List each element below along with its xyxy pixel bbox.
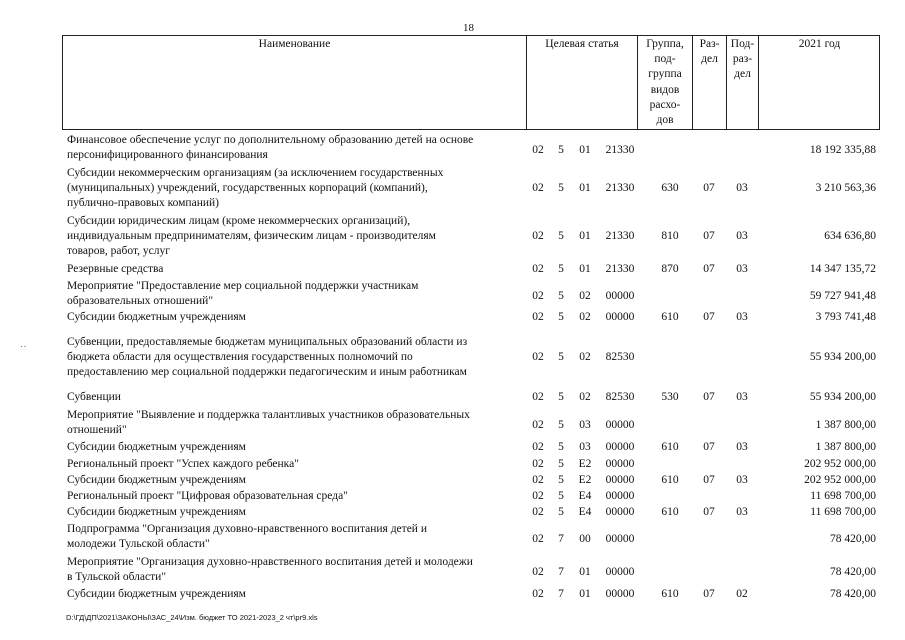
cell-name-line: Субвенции [67, 391, 121, 403]
cell-name-line: (муниципальных) учреждений, государственных корпораций (компаний), [67, 182, 428, 194]
cell-amount: 14 347 135,72 [809, 263, 876, 275]
cell-name [67, 457, 525, 472]
cell-name [67, 262, 525, 277]
cell-event: 02 [579, 391, 591, 403]
cell-event: 01 [579, 144, 591, 156]
cell-subsection: 03 [736, 441, 748, 453]
table-row [0, 390, 905, 405]
cell-event: 01 [579, 230, 591, 242]
cell-subprogram: 5 [558, 311, 564, 323]
cell-name-line: Региональный проект "Цифровая образовательная среда" [67, 490, 348, 502]
header-target-article: Целевая статья [545, 38, 619, 50]
cell-program: 02 [532, 566, 544, 578]
header-line: дов [656, 114, 674, 127]
cell-name-line: Мероприятие "Организация духовно-нравственного воспитания детей и молодежи [67, 556, 473, 568]
cell-name [67, 408, 525, 438]
page-number: 18 [463, 22, 474, 34]
cell-expense-group: 810 [661, 230, 679, 242]
cell-expense-group: 870 [661, 263, 679, 275]
cell-program: 02 [532, 391, 544, 403]
cell-direction: 21330 [605, 144, 635, 156]
cell-direction: 00000 [605, 474, 635, 486]
cell-subprogram: 7 [558, 566, 564, 578]
cell-direction: 82530 [605, 351, 635, 363]
cell-name-line: Региональный проект "Успех каждого ребенка" [67, 458, 299, 470]
cell-subprogram: 5 [558, 458, 564, 470]
cell-direction: 21330 [605, 263, 635, 275]
cell-name-line: Субсидии бюджетным учреждениям [67, 588, 246, 600]
file-path-footer: D:\ГД\ДП\2021\ЗАКОНЫ\ЗАС_24\Изм. бюджет ТО 2021-2023_2 чт\pr9.xls [66, 613, 318, 622]
cell-expense-group: 610 [661, 441, 679, 453]
cell-amount: 202 952 000,00 [804, 474, 876, 486]
cell-direction: 00000 [605, 588, 635, 600]
cell-amount: 11 698 700,00 [810, 506, 876, 518]
cell-name-line: образовательных отношений" [67, 295, 214, 307]
cell-name-line: Субсидии бюджетным учреждениям [67, 474, 246, 486]
header-expense-group [638, 37, 692, 128]
cell-section: 07 [703, 391, 715, 403]
cell-subprogram: 7 [558, 533, 564, 545]
cell-name-line: индивидуальным предпринимателям, физическим лицам - производителям [67, 230, 436, 242]
cell-amount: 202 952 000,00 [804, 458, 876, 470]
cell-name-line: Субсидии бюджетным учреждениям [67, 311, 246, 323]
cell-event: 03 [579, 419, 591, 431]
cell-section: 07 [703, 474, 715, 486]
cell-direction: 00000 [605, 419, 635, 431]
cell-name [67, 279, 525, 309]
table-row [0, 489, 905, 504]
cell-event: 03 [579, 441, 591, 453]
cell-section: 07 [703, 263, 715, 275]
cell-amount: 1 387 800,00 [815, 441, 876, 453]
cell-expense-group: 610 [661, 588, 679, 600]
cell-name-line: Финансовое обеспечение услуг по дополнительному образованию детей на основе [67, 134, 474, 146]
cell-section: 07 [703, 230, 715, 242]
cell-name-line: Субвенции, предоставляемые бюджетам муниципальных образований области из [67, 336, 468, 348]
cell-event: 01 [579, 263, 591, 275]
cell-name [67, 505, 525, 520]
header-subsection [727, 37, 758, 83]
table-row [0, 310, 905, 325]
header-line: под- [654, 53, 676, 66]
cell-name-line: бюджета области для осуществления государственных полномочий по [67, 351, 413, 363]
cell-program: 02 [532, 144, 544, 156]
cell-name-line: персонифицированного финансирования [67, 149, 268, 161]
cell-event: 02 [579, 351, 591, 363]
cell-name-line: Подпрограмма "Организация духовно-нравственного воспитания детей и [67, 523, 427, 535]
table-row [0, 522, 905, 552]
cell-name [67, 166, 525, 211]
cell-name [67, 133, 525, 163]
cell-program: 02 [532, 351, 544, 363]
header-section [693, 37, 726, 67]
cell-name-line: публично-правовых компаний) [67, 197, 219, 209]
header-line: Группа, [646, 38, 684, 50]
cell-event: E4 [578, 490, 592, 502]
cell-program: 02 [532, 506, 544, 518]
cell-subprogram: 7 [558, 588, 564, 600]
cell-amount: 78 420,00 [830, 533, 876, 545]
cell-subprogram: 5 [558, 351, 564, 363]
cell-section: 07 [703, 311, 715, 323]
cell-direction: 00000 [605, 566, 635, 578]
cell-name [67, 335, 525, 380]
cell-direction: 21330 [605, 182, 635, 194]
header-line: дел [701, 53, 718, 66]
cell-program: 02 [532, 182, 544, 194]
cell-direction: 00000 [605, 441, 635, 453]
cell-amount: 11 698 700,00 [810, 490, 876, 502]
table-row [0, 133, 905, 163]
header-year: 2021 год [798, 38, 841, 50]
cell-subprogram: 5 [558, 391, 564, 403]
header-line: Под- [730, 38, 755, 50]
cell-subprogram: 5 [558, 263, 564, 275]
cell-event: 00 [579, 533, 591, 545]
cell-name-line: Субсидии бюджетным учреждениям [67, 506, 246, 518]
table-row [0, 457, 905, 472]
cell-program: 02 [532, 441, 544, 453]
cell-program: 02 [532, 311, 544, 323]
cell-subprogram: 5 [558, 290, 564, 302]
cell-name-line: Субсидии некоммерческим организациям (за исключением государственных [67, 167, 444, 179]
cell-name [67, 587, 525, 602]
scan-mark: ˙˙ [20, 345, 27, 356]
cell-subprogram: 5 [558, 230, 564, 242]
table-row [0, 262, 905, 277]
cell-section: 07 [703, 506, 715, 518]
cell-amount: 634 636,80 [824, 230, 876, 242]
cell-name [67, 522, 525, 552]
cell-subsection: 03 [736, 311, 748, 323]
cell-amount: 55 934 200,00 [809, 351, 876, 363]
cell-subprogram: 5 [558, 490, 564, 502]
cell-program: 02 [532, 419, 544, 431]
cell-amount: 78 420,00 [830, 588, 876, 600]
cell-program: 02 [532, 474, 544, 486]
cell-direction: 00000 [605, 533, 635, 545]
cell-event: 01 [579, 588, 591, 600]
cell-subprogram: 5 [558, 182, 564, 194]
cell-section: 07 [703, 441, 715, 453]
cell-event: 02 [579, 311, 591, 323]
cell-expense-group: 530 [661, 391, 679, 403]
cell-expense-group: 610 [661, 474, 679, 486]
header-name: Наименование [258, 38, 331, 50]
header-line: Раз- [699, 38, 720, 50]
header-line: расхо- [649, 98, 681, 111]
cell-name-line: Мероприятие "Предоставление мер социальной поддержки участникам [67, 280, 419, 292]
table-row [0, 587, 905, 602]
cell-name-line: Субсидии бюджетным учреждениям [67, 441, 246, 453]
cell-subsection: 03 [736, 230, 748, 242]
table-row [0, 473, 905, 488]
cell-subsection: 03 [736, 182, 748, 194]
table-row [0, 505, 905, 520]
cell-name-line: молодежи Тульской области" [67, 538, 210, 550]
cell-subprogram: 5 [558, 441, 564, 453]
cell-expense-group: 630 [661, 182, 679, 194]
cell-section: 07 [703, 182, 715, 194]
header-line: группа [648, 68, 682, 81]
cell-program: 02 [532, 533, 544, 545]
cell-subprogram: 5 [558, 474, 564, 486]
table-row [0, 166, 905, 211]
cell-subsection: 03 [736, 474, 748, 486]
cell-name-line: предоставлению мер социальной поддержки педагогическим и иным работникам [67, 366, 467, 378]
cell-subsection: 03 [736, 263, 748, 275]
cell-name [67, 214, 525, 259]
cell-amount: 18 192 335,88 [809, 144, 876, 156]
cell-event: E4 [578, 506, 592, 518]
cell-amount: 1 387 800,00 [815, 419, 876, 431]
table-row [0, 408, 905, 438]
cell-name-line: в Тульской области" [67, 571, 167, 583]
cell-subprogram: 5 [558, 506, 564, 518]
header-line: видов [650, 83, 680, 96]
cell-direction: 00000 [605, 458, 635, 470]
cell-section: 07 [703, 588, 715, 600]
cell-amount: 3 793 741,48 [815, 311, 876, 323]
cell-name-line: отношений" [67, 424, 127, 436]
cell-event: E2 [578, 474, 592, 486]
cell-event: E2 [578, 458, 592, 470]
table-row [0, 555, 905, 585]
cell-subsection: 03 [736, 506, 748, 518]
cell-subprogram: 5 [558, 144, 564, 156]
cell-amount: 55 934 200,00 [809, 391, 876, 403]
cell-name-line: Субсидии юридическим лицам (кроме некоммерческих организаций), [67, 215, 411, 227]
cell-name [67, 310, 525, 325]
cell-name-line: товаров, работ, услуг [67, 245, 170, 257]
table-row [0, 335, 905, 380]
cell-subprogram: 5 [558, 419, 564, 431]
cell-direction: 00000 [605, 490, 635, 502]
cell-event: 02 [579, 290, 591, 302]
cell-program: 02 [532, 458, 544, 470]
header-line: дел [734, 68, 751, 81]
cell-amount: 78 420,00 [830, 566, 876, 578]
cell-name [67, 473, 525, 488]
cell-program: 02 [532, 588, 544, 600]
cell-expense-group: 610 [661, 311, 679, 323]
cell-direction: 00000 [605, 506, 635, 518]
table-row [0, 214, 905, 259]
cell-name [67, 390, 525, 405]
cell-name [67, 489, 525, 504]
cell-event: 01 [579, 566, 591, 578]
cell-program: 02 [532, 230, 544, 242]
cell-program: 02 [532, 290, 544, 302]
cell-direction: 00000 [605, 311, 635, 323]
cell-name-line: Мероприятие "Выявление и поддержка талантливых участников образовательных [67, 409, 470, 421]
header-line: раз- [732, 53, 753, 66]
cell-subsection: 02 [736, 588, 748, 600]
cell-name [67, 555, 525, 585]
table-row [0, 279, 905, 309]
cell-name [67, 440, 525, 455]
cell-direction: 21330 [605, 230, 635, 242]
table-row [0, 440, 905, 455]
cell-program: 02 [532, 263, 544, 275]
cell-program: 02 [532, 490, 544, 502]
cell-name-line: Резервные средства [67, 263, 164, 275]
cell-amount: 59 727 941,48 [809, 290, 876, 302]
cell-expense-group: 610 [661, 506, 679, 518]
cell-event: 01 [579, 182, 591, 194]
cell-amount: 3 210 563,36 [815, 182, 876, 194]
cell-direction: 00000 [605, 290, 635, 302]
cell-direction: 82530 [605, 391, 635, 403]
cell-subsection: 03 [736, 391, 748, 403]
